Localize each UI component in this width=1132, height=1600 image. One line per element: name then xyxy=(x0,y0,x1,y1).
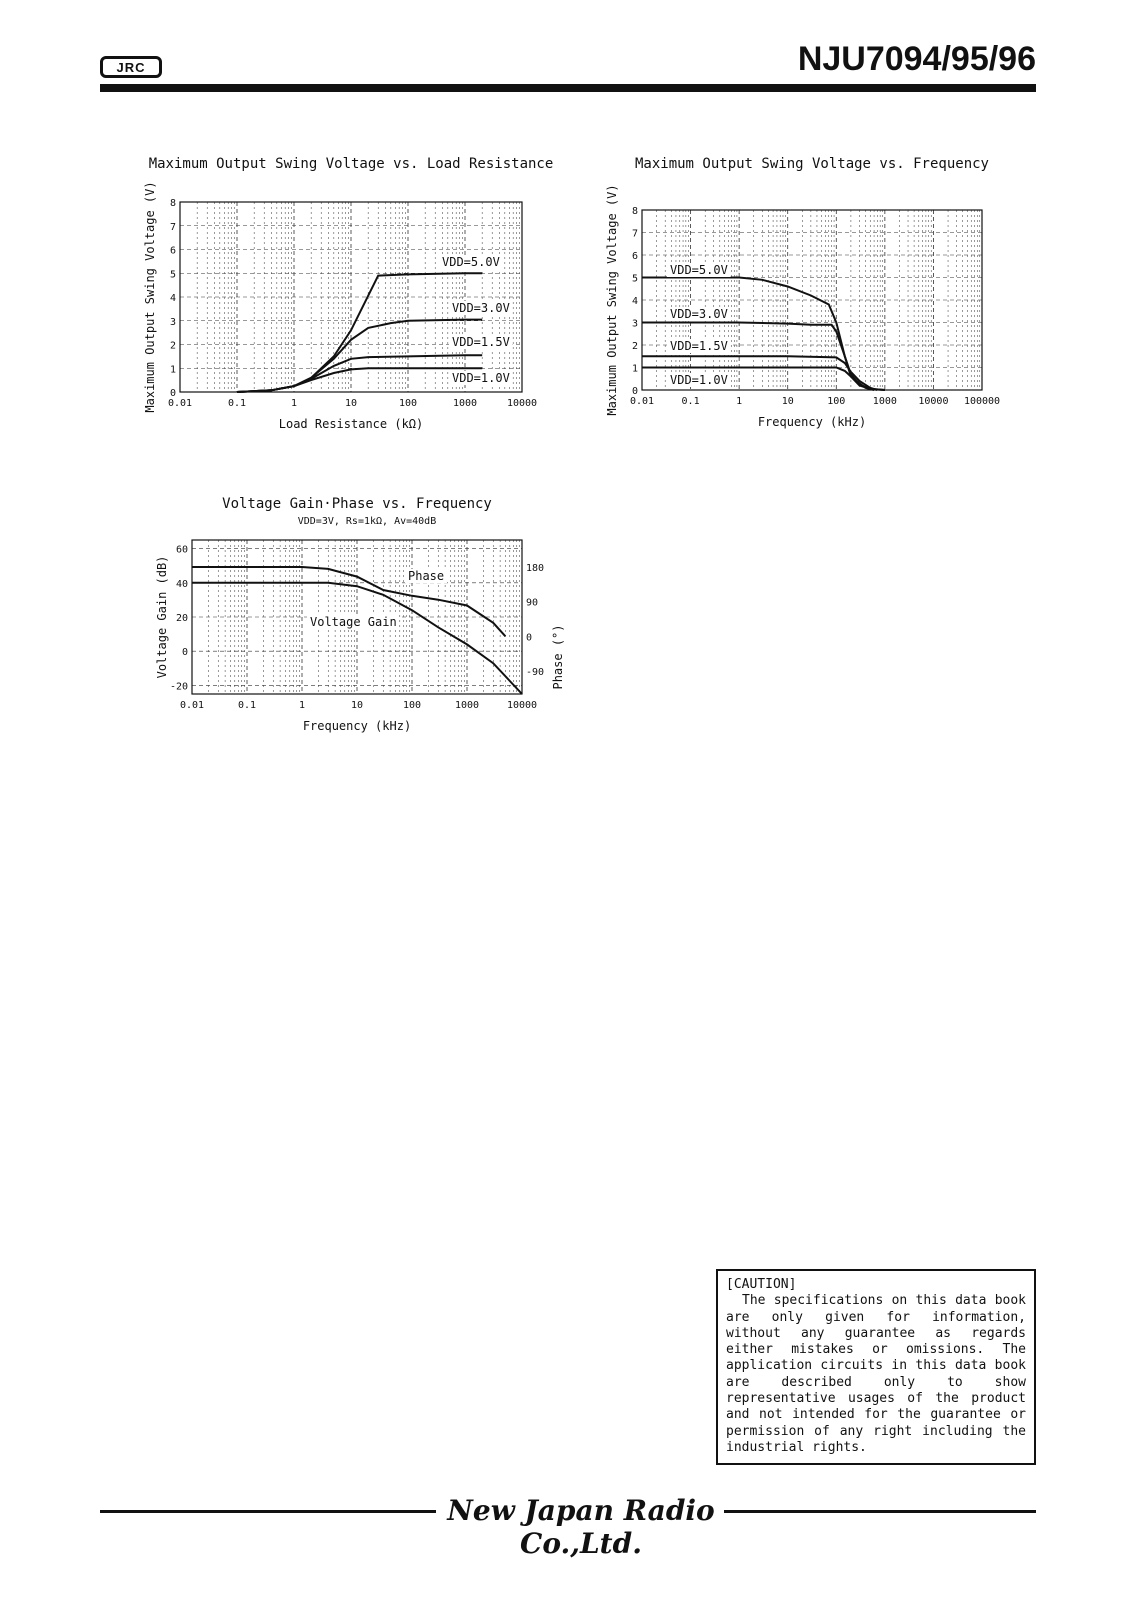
y-tick-label: -20 xyxy=(169,681,188,693)
y-tick-label: 5 xyxy=(631,273,638,285)
x-tick-label: 100 xyxy=(402,700,422,711)
y-tick-label: 4 xyxy=(631,296,638,307)
y-tick-label: 20 xyxy=(175,613,188,624)
header-rule xyxy=(100,84,1036,92)
x-tick-label: 1 xyxy=(736,396,743,407)
y2-tick-label: 180 xyxy=(526,562,545,574)
y2-axis-label: Phase (°) xyxy=(551,624,565,690)
y2-tick-label: -90 xyxy=(526,666,545,678)
y-axis-label: Maximum Output Swing Voltage (V) xyxy=(143,181,157,413)
y-tick-label: 8 xyxy=(169,198,176,209)
y-tick-label: 1 xyxy=(169,364,176,376)
y-tick-label: 2 xyxy=(169,340,176,352)
series-label-voltage-gain: Voltage Gain xyxy=(310,615,397,629)
footer-rule-right xyxy=(724,1510,1036,1513)
y-tick-label: 3 xyxy=(631,318,638,330)
x-axis-label: Frequency (kHz) xyxy=(757,415,867,429)
y-tick-label: 0 xyxy=(631,386,638,397)
y-axis-label: Voltage Gain (dB) xyxy=(155,555,169,679)
x-tick-label: 10 xyxy=(344,398,358,409)
x-tick-label: 10 xyxy=(350,700,364,711)
y-tick-label: 0 xyxy=(181,647,188,659)
x-tick-label: 1 xyxy=(290,398,298,409)
caution-text: The specifications on this data book are only given for information, without any guarantee as regards either mistakes or omissions. The application circuits in this data book are described only to show representative usages of the product and not intended for the guarantee or permission of any right including the industrial rights. xyxy=(726,1293,1026,1455)
y-tick-label: 4 xyxy=(169,293,176,304)
series-label-vdd-5-0v: VDD=5.0V xyxy=(670,263,728,277)
caution-box xyxy=(716,1269,1036,1465)
x-tick-label: 1000 xyxy=(452,398,478,409)
jrc-logo: JRC xyxy=(100,56,162,78)
x-axis-label: Load Resistance (kΩ) xyxy=(278,417,424,431)
document-title: NJU7094/95/96 xyxy=(797,40,1036,78)
x-tick-label: 10000 xyxy=(918,396,949,407)
y-tick-label: 3 xyxy=(169,316,176,328)
series-label-vdd-1-5v: VDD=1.5V xyxy=(670,339,728,353)
footer-rule-left xyxy=(100,1510,436,1513)
y-tick-label: 2 xyxy=(631,341,638,352)
y-tick-label: 7 xyxy=(631,228,638,240)
y-tick-label: 8 xyxy=(631,206,638,217)
x-tick-label: 0.01 xyxy=(179,700,205,711)
series-label-vdd-1-0v: VDD=1.0V xyxy=(452,371,510,385)
x-tick-label: 100000 xyxy=(963,396,1001,407)
series-line-vdd-1-5v xyxy=(237,355,482,392)
y-tick-label: 1 xyxy=(631,363,638,375)
x-tick-label: 1000 xyxy=(454,700,480,711)
y-tick-label: 0 xyxy=(169,388,176,399)
chart-gain-phase-vs-frequency xyxy=(140,490,580,750)
series-label-phase: Phase xyxy=(408,569,445,583)
y2-tick-label: 90 xyxy=(526,597,539,609)
series-label-vdd-3-0v: VDD=3.0V xyxy=(452,301,510,315)
y-tick-label: 7 xyxy=(169,221,176,233)
chart-subtitle: VDD=3V, Rs=1kΩ, Av=40dB xyxy=(297,516,437,527)
x-tick-label: 1 xyxy=(298,700,306,711)
x-axis-label: Frequency (kHz) xyxy=(302,719,412,733)
series-label-vdd-5-0v: VDD=5.0V xyxy=(442,255,500,269)
y-tick-label: 40 xyxy=(175,578,188,590)
y2-tick-label: 0 xyxy=(526,632,533,644)
y-axis-label: Maximum Output Swing Voltage (V) xyxy=(605,184,619,416)
chart-title: Maximum Output Swing Voltage vs. Frequency xyxy=(634,156,990,172)
series-label-vdd-1-5v: VDD=1.5V xyxy=(452,335,510,349)
series-label-vdd-3-0v: VDD=3.0V xyxy=(670,307,728,321)
x-tick-label: 0.1 xyxy=(681,396,700,407)
chart-output-swing-vs-load xyxy=(140,150,560,440)
company-name: New Japan Radio Co.,Ltd. xyxy=(447,1494,715,1560)
y-tick-label: 6 xyxy=(169,245,176,257)
x-tick-label: 0.1 xyxy=(237,700,257,711)
x-tick-label: 10 xyxy=(781,396,794,407)
chart-title: Maximum Output Swing Voltage vs. Load Resistance xyxy=(148,156,554,172)
series-label-vdd-1-0v: VDD=1.0V xyxy=(670,373,728,387)
y-tick-label: 6 xyxy=(631,251,638,262)
x-tick-label: 10000 xyxy=(506,700,538,711)
series-line-vdd-1-0v xyxy=(237,368,482,392)
x-tick-label: 100 xyxy=(398,398,418,409)
x-tick-label: 0.01 xyxy=(167,398,193,409)
y-tick-label: 5 xyxy=(169,269,176,281)
x-tick-label: 100 xyxy=(827,396,846,407)
x-tick-label: 0.01 xyxy=(629,396,655,407)
x-tick-label: 1000 xyxy=(872,396,897,407)
chart-title: Voltage Gain·Phase vs. Frequency xyxy=(222,496,492,512)
x-tick-label: 10000 xyxy=(506,398,538,409)
caution-heading: [CAUTION] xyxy=(726,1277,797,1292)
y-tick-label: 60 xyxy=(175,544,188,556)
x-tick-label: 0.1 xyxy=(227,398,247,409)
chart-output-swing-vs-frequency xyxy=(600,150,1040,440)
